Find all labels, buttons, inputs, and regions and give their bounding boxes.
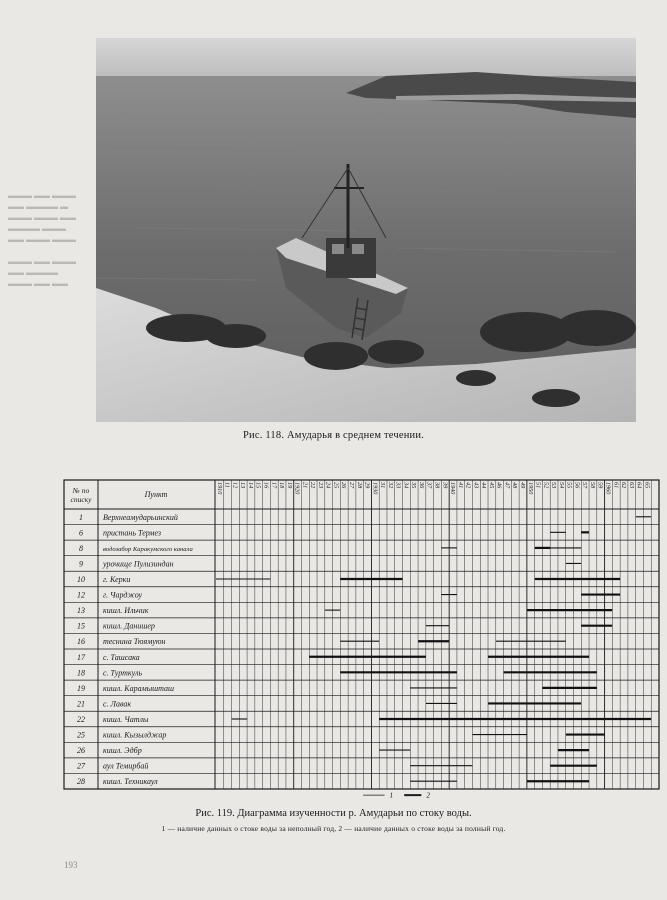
year-tick-label: 47: [503, 482, 511, 489]
year-tick-label: 58: [588, 482, 596, 489]
coverage-diagram: [63, 479, 660, 790]
row-point-name: аул Темирбай: [103, 761, 149, 771]
year-tick-label: 56: [573, 482, 581, 489]
legend-key-1: 1: [389, 792, 394, 800]
year-tick-label: 24: [324, 482, 332, 489]
legend-key-2: 2: [426, 792, 430, 800]
year-tick-label: 16: [262, 482, 270, 489]
row-number: 16: [77, 637, 85, 647]
year-tick-label: 1950: [526, 482, 534, 495]
row-point-name: кишл. Данишер: [103, 621, 155, 631]
row-point-name: кишл. Ильчик: [103, 606, 149, 616]
year-tick-label: 18: [278, 482, 286, 489]
year-tick-label: 12: [231, 482, 239, 489]
year-tick-label: 25: [332, 482, 340, 489]
row-number: 17: [77, 652, 85, 662]
row-number: 21: [77, 699, 85, 709]
year-tick-label: 62: [620, 482, 628, 489]
year-tick-label: 31: [379, 482, 387, 489]
year-tick-label: 45: [487, 482, 495, 489]
year-tick-label: 14: [246, 482, 254, 489]
figure-118-caption: Рис. 118. Амударья в среднем течении.: [242, 430, 424, 441]
year-tick-label: 15: [254, 482, 262, 489]
year-tick-label: 22: [309, 482, 317, 489]
row-number: 1: [79, 512, 83, 522]
row-point-name: с. Ташсака: [103, 652, 140, 662]
year-tick-label: 19: [285, 482, 293, 489]
row-point-name: кишл. Чатлы: [103, 715, 149, 724]
year-tick-label: 51: [534, 482, 542, 489]
row-number: 25: [77, 730, 85, 740]
row-number: 15: [77, 621, 85, 631]
row-point-name: пристань Термез: [103, 528, 162, 538]
year-tick-label: 34: [402, 482, 410, 489]
year-tick-label: 57: [581, 482, 589, 489]
year-tick-label: 17: [270, 482, 278, 489]
row-number: 19: [77, 683, 85, 693]
row-point-name: кишл. Кызылджар: [103, 730, 167, 740]
row-point-name: кишл. Карамышташ: [103, 683, 175, 693]
year-tick-label: 27: [348, 482, 356, 489]
year-tick-label: 53: [550, 482, 558, 489]
header-point: Пункт: [144, 490, 168, 499]
year-tick-label: 37: [425, 482, 433, 489]
year-tick-label: 26: [340, 482, 348, 489]
year-tick-label: 29: [363, 482, 371, 489]
year-tick-label: 35: [410, 482, 418, 489]
row-number: 6: [79, 528, 83, 538]
row-point-name: водозабор Каракумского канала: [103, 545, 193, 553]
year-tick-label: 43: [472, 482, 480, 489]
year-tick-label: 59: [596, 482, 604, 489]
year-tick-label: 13: [239, 482, 247, 489]
year-tick-label: 1930: [371, 482, 379, 495]
legend: [0, 790, 667, 802]
year-tick-label: 39: [441, 482, 449, 489]
year-tick-label: 48: [511, 482, 519, 489]
year-tick-label: 49: [518, 482, 526, 489]
station-rows: [64, 513, 659, 786]
row-point-name: урочище Пулизиндан: [103, 559, 174, 569]
bleed-through-text: ▬▬▬ ▬▬ ▬▬▬ ▬▬ ▬▬▬▬ ▬ ▬▬▬ ▬▬▬ ▬▬ ▬▬▬▬ ▬▬▬ ▬▬ ▬▬▬ ▬▬▬ ▬▬▬ ▬▬ ▬▬▬ ▬▬ ▬▬▬▬ ▬▬▬ ▬▬ ▬▬: [8, 191, 76, 288]
row-point-name: с. Лавак: [103, 699, 132, 709]
year-tick-label: 36: [417, 482, 425, 489]
row-number: 9: [79, 559, 83, 569]
row-point-name: кишл. Техникаул: [103, 777, 158, 787]
year-tick-label: 1940: [449, 482, 457, 495]
year-tick-label: 1960: [604, 482, 612, 495]
year-tick-label: 63: [627, 482, 635, 489]
page-number: 193: [64, 860, 78, 870]
row-number: 10: [77, 575, 85, 584]
row-point-name: Верхнеамударьинский: [103, 512, 178, 522]
year-tick-label: 38: [433, 482, 441, 489]
row-number: 18: [77, 668, 85, 678]
year-tick-label: 41: [456, 482, 464, 489]
row-number: 26: [77, 746, 85, 756]
year-tick-label: 64: [635, 482, 643, 489]
year-tick-label: 33: [394, 482, 402, 489]
year-tick-label: 44: [480, 482, 488, 489]
row-number: 22: [77, 715, 85, 724]
row-number: 13: [77, 606, 85, 616]
year-tick-label: 54: [557, 482, 565, 489]
header-no: [71, 486, 93, 504]
year-tick-label: 1920: [293, 482, 301, 495]
year-tick-label: 23: [316, 482, 324, 489]
row-number: 8: [79, 543, 83, 553]
year-tick-label: 28: [355, 482, 363, 489]
row-point-name: г. Чарджоу: [103, 590, 143, 600]
row-number: 27: [77, 761, 85, 771]
header-no-line: № по: [72, 486, 90, 495]
year-tick-label: 52: [542, 482, 550, 489]
row-number: 28: [77, 777, 85, 787]
year-tick-label: 21: [301, 482, 309, 489]
figure-119-caption: Рис. 119. Диаграмма изученности р. Амударьи по стоку воды.: [195, 808, 472, 819]
river-photo: [96, 38, 636, 422]
year-tick-label: 46: [495, 482, 503, 489]
row-point-name: г. Керки: [103, 575, 131, 584]
year-tick-label: 42: [464, 482, 472, 489]
year-tick-label: 65: [643, 482, 651, 489]
year-tick-label: 55: [565, 482, 573, 489]
figure-119-legend-text: 1 — наличие данных о стоке воды за неполный год, 2 — наличие данных о стоке воды за полный год.: [161, 824, 506, 833]
header-no-line: списку: [70, 495, 92, 504]
year-tick-label: 1910: [215, 482, 223, 495]
row-number: 12: [77, 590, 85, 600]
row-point-name: теснина Тюямуюн: [103, 637, 166, 647]
year-tick-label: 32: [386, 482, 394, 489]
row-point-name: с. Турткуль: [103, 668, 143, 678]
year-tick-label: 61: [612, 482, 620, 489]
row-point-name: кишл. Эдбр: [103, 746, 142, 756]
year-tick-label: 11: [223, 482, 231, 488]
